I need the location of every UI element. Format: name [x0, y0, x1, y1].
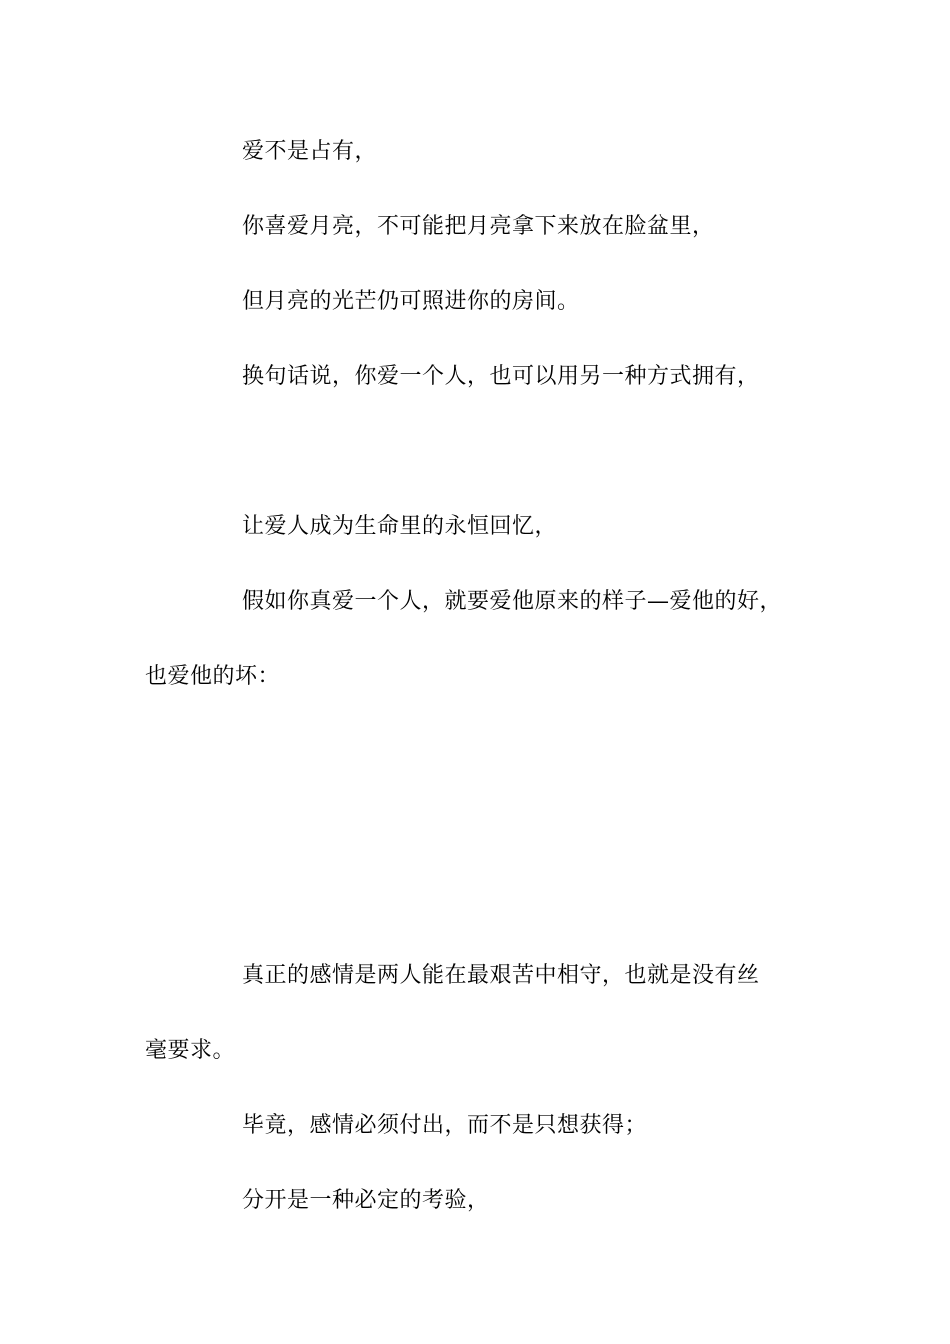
text-line: 假如你真爱一个人，就要爱他原来的样子—爱他的好，: [242, 589, 783, 614]
text-line: 毕竟，感情必须付出，而不是只想获得；: [242, 1113, 648, 1138]
text-line: 真正的感情是两人能在最艰苦中相守，也就是没有丝: [242, 963, 760, 988]
text-line: 换句话说，你爱一个人，也可以用另一种方式拥有，: [242, 364, 760, 389]
text-line: 毫要求。: [145, 1038, 236, 1063]
text-line: 但月亮的光芒仍可照进你的房间。: [242, 289, 580, 314]
text-line: 你喜爱月亮，不可能把月亮拿下来放在脸盆里，: [242, 214, 715, 239]
text-line: 分开是一种必定的考验，: [242, 1188, 490, 1213]
text-line: 也爱他的坏：: [145, 664, 281, 689]
text-line: 爱不是占有，: [242, 139, 378, 164]
text-line: 让爱人成为生命里的永恒回忆，: [242, 514, 558, 539]
